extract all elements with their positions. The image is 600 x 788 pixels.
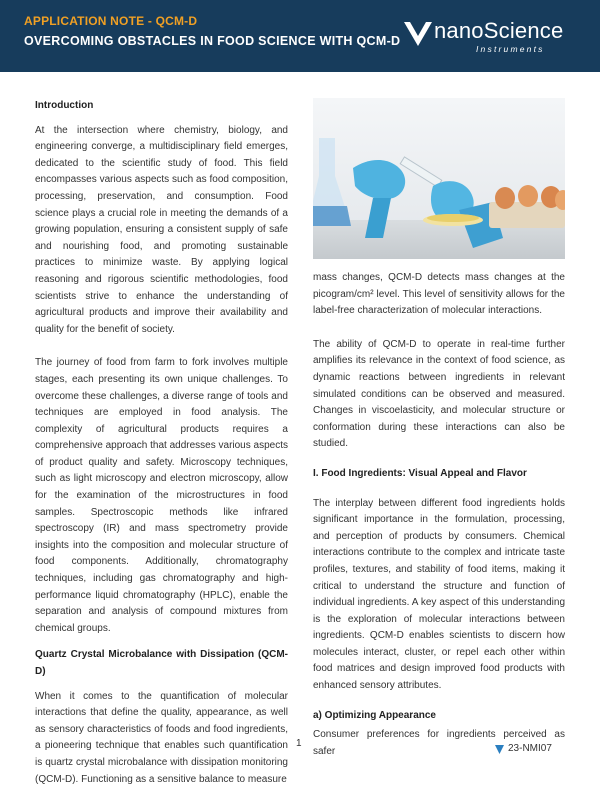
company-logo <box>402 18 582 58</box>
lab-photo-illustration <box>313 98 565 259</box>
right-paragraph-2: The ability of QCM-D to operate in real-time further amplifies its relevance in the context of food science, as dynamic reactions between ingredients in relevant simulated conditions can be observed and measured. Changes in viscoelasticity, and molecular structure or conformation during these interactions can also be studied. <box>313 338 565 450</box>
appearance-paragraph: Consumer preferences for ingredients perceived as safer <box>313 729 565 757</box>
right-paragraph-1: mass changes, QCM-D detects mass changes at the picogram/cm² level. This level of sensitivity allows for the label-free characterization of molecular interactions. <box>313 272 565 317</box>
lab-photo <box>313 98 565 259</box>
nanoscience-logo-icon <box>402 20 434 48</box>
intro-paragraph-2: The journey of food from farm to fork involves multiple stages, each presenting its own unique challenges. To overcome these challenges, a diverse range of tools and techniques are employed in food analysis. The complexity of agricultural products requires a comprehensive approach that addresses various aspects of product quality and safety. Microscopy techniques, such as light microscopy and electron microscopy, allow for the examination of the microstructures in food samples. Spectroscopic methods like infrared spectroscopy (IR) and mass spectrometry provide insights into the composition and molecular structure of food components. Additionally, chromatography techniques, including gas chromatography and high-performance liquid chromatography (HPLC), enable the separation and analysis of compound mixtures from chemical groups. <box>35 357 288 634</box>
qcm-paragraph: When it comes to the quantification of molecular interactions that define the quality, appearance, as well as sensory characteristics of foods and food ingredients, a pioneering technique that enables such quantification is quartz crystal microbalance with dissipation monitoring (QCM-D). Functioning as a sensitive balance to measure <box>35 690 288 785</box>
logo-subtitle: Instruments <box>476 44 545 54</box>
document-id-text: 23-NMI07 <box>508 743 552 754</box>
right-column <box>313 270 565 760</box>
footer-triangle-icon <box>495 745 504 754</box>
section-heading: I. Food Ingredients: Visual Appeal and Flavor <box>313 467 527 479</box>
page-header <box>0 0 600 72</box>
document-kicker: APPLICATION NOTE - QCM-D <box>24 14 198 28</box>
left-column <box>35 98 288 788</box>
intro-paragraph-1: At the intersection where chemistry, biology, and engineering converge, a multidisciplinary field emerges, dedicated to the scientific study of food. This field encompasses various aspects such as food composition, processing, preservation, and consumption. Food science plays a crucial role in meeting the demands of a growing population, ensuring a consistent supply of safe and nourishing food, and promoting sustainable practices to minimize waste. By applying logical reasoning and rigorous scientific methodologies, food scientists strive to enhance the understanding of agricultural products and improve their availability and quality for the benefit of society. <box>35 124 288 335</box>
ingredients-paragraph: The interplay between different food ingredients holds significant importance in the formulation, processing, and perception of products by consumers. Chemical interactions contribute to the complex and intricate taste profiles, textures, and stability of food items, making it critical to understand the structure and function of individual ingredients. A key aspect of this understanding is the exploration of molecular interactions between ingredients. QCM-D enables scientists to discern how molecules interact, cluster, or repel each other within food matrices and design improved food products with enhanced sensory attributes. <box>313 497 565 692</box>
document-title: OVERCOMING OBSTACLES IN FOOD SCIENCE WITH QCM-D <box>24 34 401 48</box>
qcm-heading: Quartz Crystal Microbalance with Dissipation (QCM-D) <box>35 649 288 677</box>
introduction-heading: Introduction <box>35 100 94 111</box>
document-id <box>508 743 552 754</box>
logo-wordmark: nanoScience <box>434 18 564 43</box>
page-number: 1 <box>296 738 302 749</box>
optimizing-appearance-heading: a) Optimizing Appearance <box>313 709 436 721</box>
